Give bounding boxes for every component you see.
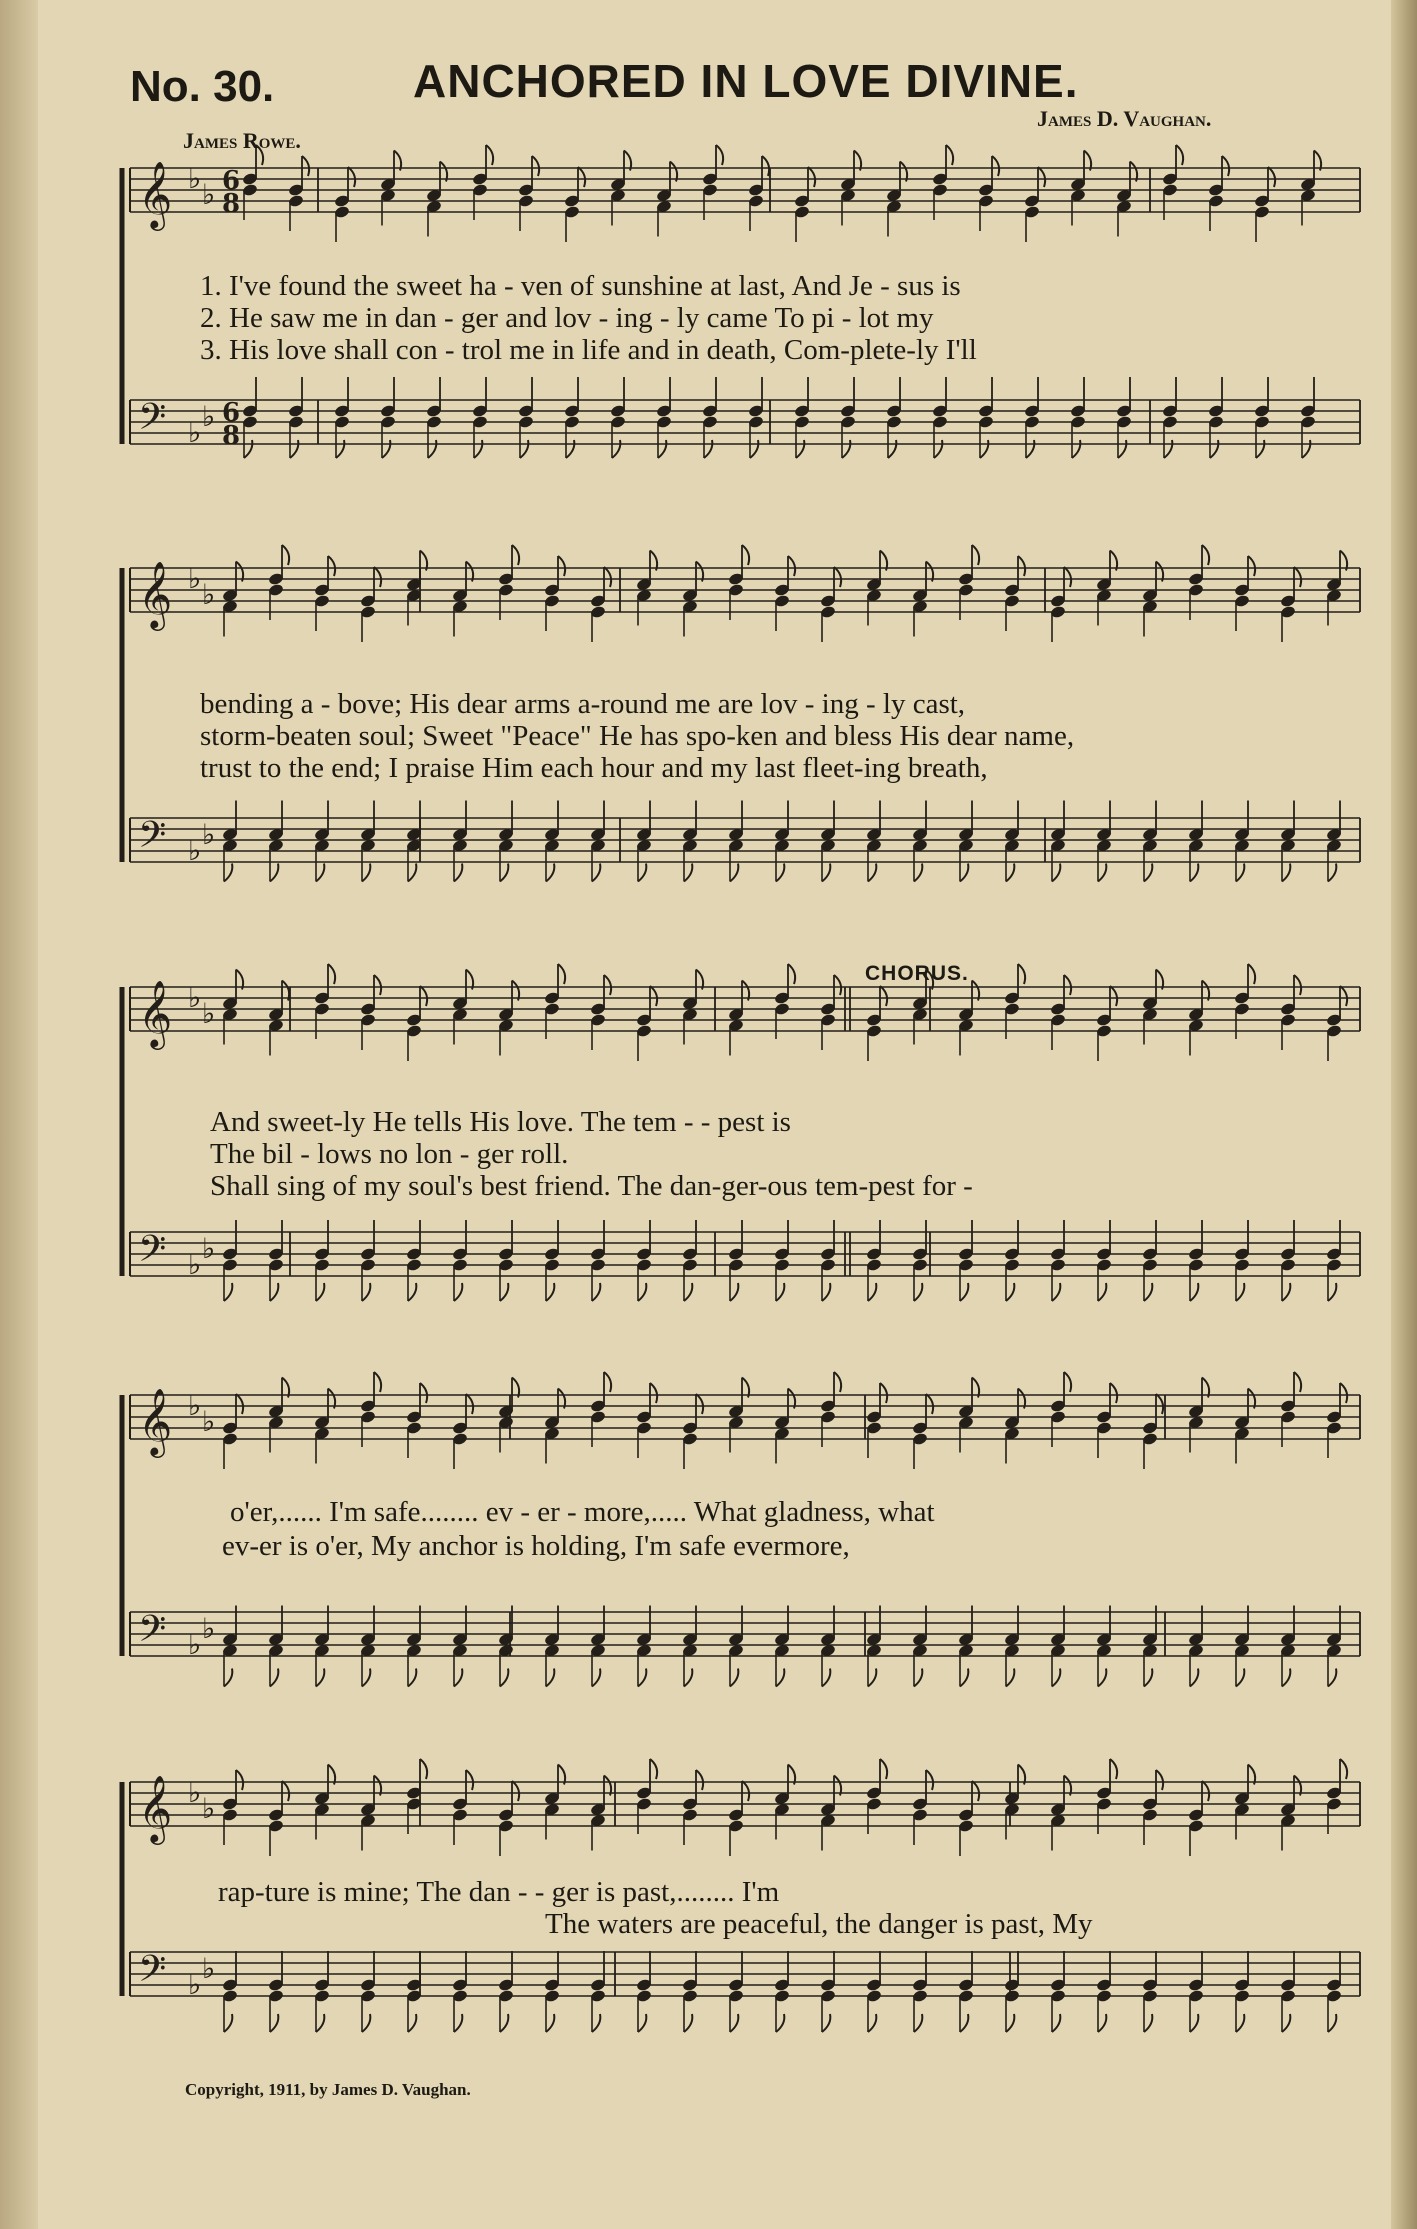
note-flag xyxy=(500,1669,508,1687)
time-signature-numerator: 6 xyxy=(222,398,241,428)
note-flag xyxy=(362,1669,370,1687)
note-flag xyxy=(1302,440,1310,458)
note-flag xyxy=(316,1283,324,1301)
bass-clef-icon: 𝄢 xyxy=(138,814,167,865)
note-flag xyxy=(1210,440,1218,458)
flat-icon: ♭ xyxy=(202,1792,216,1825)
flat-icon: ♭ xyxy=(202,178,216,211)
note-flag xyxy=(578,167,585,187)
note-flag xyxy=(1236,2014,1244,2032)
note-flag xyxy=(730,864,738,882)
note-flag xyxy=(486,145,493,165)
note-flag xyxy=(1256,440,1264,458)
note-flag xyxy=(1164,440,1172,458)
note-flag xyxy=(788,964,795,984)
note-flag xyxy=(336,440,344,458)
note-flag xyxy=(1144,864,1152,882)
flat-icon: ♭ xyxy=(202,1612,216,1645)
note-flag xyxy=(796,440,804,458)
note-flag xyxy=(612,440,620,458)
note-flag xyxy=(592,864,600,882)
note-flag xyxy=(236,1770,243,1790)
note-flag xyxy=(750,440,758,458)
bass-clef-icon: 𝄢 xyxy=(138,1228,167,1279)
note-flag xyxy=(500,2014,508,2032)
note-flag xyxy=(558,556,565,576)
note-flag xyxy=(960,1669,968,1687)
lyricist-credit: James Rowe. xyxy=(183,128,301,153)
note-flag xyxy=(1110,1383,1117,1403)
note-flag xyxy=(1098,864,1106,882)
note-flag xyxy=(684,864,692,882)
note-flag xyxy=(1018,556,1025,576)
note-flag xyxy=(842,440,850,458)
note-flag xyxy=(466,1770,473,1790)
note-flag xyxy=(696,1394,703,1414)
treble-clef-icon: 𝄞 xyxy=(138,1774,173,1842)
note-flag xyxy=(880,986,887,1006)
note-flag xyxy=(1110,1759,1117,1779)
note-flag xyxy=(1018,964,1025,984)
note-flag xyxy=(1328,864,1336,882)
lyric-line: storm-beaten soul; Sweet "Peace" He has spo-ken and bless His dear name, xyxy=(200,720,1075,752)
note-flag xyxy=(1118,440,1126,458)
note-flag xyxy=(914,864,922,882)
note-flag xyxy=(650,1759,657,1779)
note-flag xyxy=(684,1669,692,1687)
lyric-line: trust to the end; I praise Him each hour and my last fleet-ing breath, xyxy=(200,752,988,784)
flat-icon: ♭ xyxy=(202,1232,216,1265)
note-flag xyxy=(1294,975,1301,995)
note-flag xyxy=(992,156,999,176)
treble-clef-icon: 𝄞 xyxy=(138,1387,173,1455)
note-flag xyxy=(834,567,841,587)
note-flag xyxy=(1340,1383,1347,1403)
note-flag xyxy=(742,545,749,565)
note-flag xyxy=(1248,964,1255,984)
note-flag xyxy=(374,1372,381,1392)
note-flag xyxy=(512,545,519,565)
note-flag xyxy=(592,2014,600,2032)
note-flag xyxy=(776,864,784,882)
flat-icon: ♭ xyxy=(202,400,216,433)
lyric-line: The waters are peaceful, the danger is past, My xyxy=(545,1908,1093,1940)
note-flag xyxy=(500,864,508,882)
note-flag xyxy=(914,2014,922,2032)
note-flag xyxy=(762,156,769,176)
note-flag xyxy=(362,2014,370,2032)
note-flag xyxy=(684,1283,692,1301)
note-flag xyxy=(428,440,436,458)
note-flag xyxy=(270,2014,278,2032)
note-flag xyxy=(1190,2014,1198,2032)
note-flag xyxy=(880,1759,887,1779)
note-flag xyxy=(880,1383,887,1403)
note-flag xyxy=(408,2014,416,2032)
note-flag xyxy=(348,167,355,187)
note-flag xyxy=(1156,1770,1163,1790)
note-flag xyxy=(546,2014,554,2032)
note-flag xyxy=(500,1283,508,1301)
composer-credit: James D. Vaughan. xyxy=(1037,106,1212,131)
note-flag xyxy=(244,440,252,458)
note-flag xyxy=(914,1669,922,1687)
flat-icon: ♭ xyxy=(188,416,202,449)
note-flag xyxy=(1202,1781,1209,1801)
note-flag xyxy=(454,1669,462,1687)
note-flag xyxy=(512,1781,519,1801)
note-flag xyxy=(1202,545,1209,565)
note-flag xyxy=(1064,1372,1071,1392)
note-flag xyxy=(934,440,942,458)
lyric-line: rap-ture is mine; The dan - - ger is past,........ I'm xyxy=(218,1876,780,1908)
note-flag xyxy=(408,1669,416,1687)
note-flag xyxy=(420,1759,427,1779)
note-flag xyxy=(1248,556,1255,576)
note-flag xyxy=(1110,986,1117,1006)
note-flag xyxy=(1144,2014,1152,2032)
note-flag xyxy=(316,1669,324,1687)
note-flag xyxy=(834,1372,841,1392)
note-flag xyxy=(1098,1283,1106,1301)
note-flag xyxy=(532,156,539,176)
lyric-line: The bil - lows no lon - ger roll. xyxy=(210,1138,569,1170)
note-flag xyxy=(868,1283,876,1301)
note-flag xyxy=(1190,1283,1198,1301)
note-flag xyxy=(1190,1669,1198,1687)
note-flag xyxy=(1006,1669,1014,1687)
note-flag xyxy=(1236,1283,1244,1301)
flat-icon: ♭ xyxy=(188,1776,202,1809)
note-flag xyxy=(420,986,427,1006)
note-flag xyxy=(316,864,324,882)
note-flag xyxy=(362,1283,370,1301)
note-flag xyxy=(1144,1283,1152,1301)
note-flag xyxy=(1340,1759,1347,1779)
lyric-line: 2. He saw me in dan - ger and lov - ing - ly came To pi - lot my xyxy=(200,302,934,334)
note-flag xyxy=(474,440,482,458)
note-flag xyxy=(328,556,335,576)
note-flag xyxy=(972,545,979,565)
note-flag xyxy=(224,1669,232,1687)
flat-icon: ♭ xyxy=(188,981,202,1014)
note-flag xyxy=(1282,864,1290,882)
note-flag xyxy=(316,2014,324,2032)
flat-icon: ♭ xyxy=(188,562,202,595)
flat-icon: ♭ xyxy=(202,818,216,851)
note-flag xyxy=(302,156,309,176)
note-flag xyxy=(1006,864,1014,882)
hymn-title: ANCHORED IN LOVE DIVINE. xyxy=(413,55,1079,107)
flat-icon: ♭ xyxy=(188,834,202,867)
note-flag xyxy=(822,1669,830,1687)
note-flag xyxy=(926,1394,933,1414)
note-flag xyxy=(1052,1669,1060,1687)
note-flag xyxy=(1026,440,1034,458)
note-flag xyxy=(946,145,953,165)
bass-clef-icon: 𝄢 xyxy=(138,1608,167,1659)
note-flag xyxy=(650,1383,657,1403)
note-flag xyxy=(224,1283,232,1301)
note-flag xyxy=(1282,1283,1290,1301)
note-flag xyxy=(888,440,896,458)
note-flag xyxy=(546,1283,554,1301)
note-flag xyxy=(650,986,657,1006)
note-flag xyxy=(696,1770,703,1790)
note-flag xyxy=(926,1770,933,1790)
flat-icon: ♭ xyxy=(188,1248,202,1281)
flat-icon: ♭ xyxy=(202,1405,216,1438)
note-flag xyxy=(1236,864,1244,882)
note-flag xyxy=(224,864,232,882)
note-flag xyxy=(224,2014,232,2032)
note-flag xyxy=(270,1669,278,1687)
note-flag xyxy=(822,864,830,882)
note-flag xyxy=(1282,1669,1290,1687)
note-flag xyxy=(546,864,554,882)
note-flag xyxy=(270,1283,278,1301)
flat-icon: ♭ xyxy=(188,1628,202,1661)
note-flag xyxy=(1294,1372,1301,1392)
note-flag xyxy=(788,556,795,576)
note-flag xyxy=(282,545,289,565)
note-flag xyxy=(730,1669,738,1687)
note-flag xyxy=(1052,1283,1060,1301)
note-flag xyxy=(638,1283,646,1301)
note-flag xyxy=(558,964,565,984)
note-flag xyxy=(1268,167,1275,187)
note-flag xyxy=(1098,2014,1106,2032)
note-flag xyxy=(382,440,390,458)
note-flag xyxy=(604,975,611,995)
note-flag xyxy=(684,2014,692,2032)
flat-icon: ♭ xyxy=(202,997,216,1030)
note-flag xyxy=(730,1283,738,1301)
note-flag xyxy=(592,1283,600,1301)
note-flag xyxy=(776,1283,784,1301)
note-flag xyxy=(808,167,815,187)
note-flag xyxy=(822,1283,830,1301)
note-flag xyxy=(282,1781,289,1801)
note-flag xyxy=(1072,440,1080,458)
copyright-notice: Copyright, 1911, by James D. Vaughan. xyxy=(185,2080,471,2099)
lyric-line: ev-er is o'er, My anchor is holding, I'm safe evermore, xyxy=(222,1530,850,1562)
note-flag xyxy=(1340,986,1347,1006)
time-signature-denominator: 8 xyxy=(222,189,241,219)
lyric-line: 3. His love shall con - trol me in life and in death, Com-plete-ly I'll xyxy=(200,334,977,366)
note-flag xyxy=(408,864,416,882)
note-flag xyxy=(454,2014,462,2032)
note-flag xyxy=(1176,145,1183,165)
note-flag xyxy=(1098,1669,1106,1687)
note-flag xyxy=(972,1781,979,1801)
note-flag xyxy=(454,864,462,882)
note-flag xyxy=(1236,1669,1244,1687)
note-flag xyxy=(546,1669,554,1687)
note-flag xyxy=(362,864,370,882)
note-flag xyxy=(328,964,335,984)
note-flag xyxy=(466,1394,473,1414)
note-flag xyxy=(454,1283,462,1301)
note-flag xyxy=(776,2014,784,2032)
treble-clef-icon: 𝄞 xyxy=(138,160,173,228)
flat-icon: ♭ xyxy=(202,1952,216,1985)
note-flag xyxy=(566,440,574,458)
note-flag xyxy=(270,864,278,882)
note-flag xyxy=(374,975,381,995)
note-flag xyxy=(638,864,646,882)
note-flag xyxy=(1328,2014,1336,2032)
bass-clef-icon: 𝄢 xyxy=(138,396,167,447)
note-flag xyxy=(868,864,876,882)
note-flag xyxy=(236,1394,243,1414)
chorus-label: CHORUS. xyxy=(865,962,969,985)
note-flag xyxy=(1064,567,1071,587)
note-flag xyxy=(776,1669,784,1687)
note-flag xyxy=(604,567,611,587)
note-flag xyxy=(1156,1394,1163,1414)
note-flag xyxy=(822,2014,830,2032)
note-flag xyxy=(374,567,381,587)
note-flag xyxy=(420,1383,427,1403)
hymn-number: No. 30. xyxy=(130,62,275,111)
note-flag xyxy=(1328,1669,1336,1687)
note-flag xyxy=(742,1781,749,1801)
time-signature-numerator: 6 xyxy=(222,166,241,196)
note-flag xyxy=(638,2014,646,2032)
lyric-line: 1. I've found the sweet ha - ven of sunshine at last, And Je - sus is xyxy=(200,270,961,302)
time-signature-denominator: 8 xyxy=(222,421,241,451)
note-flag xyxy=(914,1283,922,1301)
note-flag xyxy=(1190,864,1198,882)
note-flag xyxy=(1038,167,1045,187)
note-flag xyxy=(1294,567,1301,587)
note-flag xyxy=(520,440,528,458)
flat-icon: ♭ xyxy=(202,578,216,611)
note-flag xyxy=(960,2014,968,2032)
note-flag xyxy=(730,2014,738,2032)
note-flag xyxy=(1052,864,1060,882)
note-flag xyxy=(1006,2014,1014,2032)
flat-icon: ♭ xyxy=(188,1968,202,2001)
note-flag xyxy=(290,440,298,458)
note-flag xyxy=(408,1283,416,1301)
note-flag xyxy=(960,864,968,882)
note-flag xyxy=(1282,2014,1290,2032)
lyric-line: bending a - bove; His dear arms a-round me are lov - ing - ly cast, xyxy=(200,688,966,720)
note-flag xyxy=(1052,2014,1060,2032)
note-flag xyxy=(960,1283,968,1301)
note-flag xyxy=(716,145,723,165)
flat-icon: ♭ xyxy=(188,162,202,195)
note-flag xyxy=(592,1669,600,1687)
note-flag xyxy=(638,1669,646,1687)
note-flag xyxy=(980,440,988,458)
note-flag xyxy=(658,440,666,458)
treble-clef-icon: 𝄞 xyxy=(138,979,173,1047)
note-flag xyxy=(704,440,712,458)
note-flag xyxy=(868,2014,876,2032)
note-flag xyxy=(1144,1669,1152,1687)
flat-icon: ♭ xyxy=(188,1389,202,1422)
note-flag xyxy=(1328,1283,1336,1301)
note-flag xyxy=(868,1669,876,1687)
note-flag xyxy=(1006,1283,1014,1301)
treble-clef-icon: 𝄞 xyxy=(138,560,173,628)
note-flag xyxy=(1222,156,1229,176)
lyric-line: o'er,...... I'm safe........ ev - er - more,..... What gladness, what xyxy=(230,1496,935,1528)
lyric-line: And sweet-ly He tells His love. The tem - - pest is xyxy=(210,1106,791,1138)
note-flag xyxy=(1064,975,1071,995)
lyric-line: Shall sing of my soul's best friend. The dan-ger-ous tem-pest for - xyxy=(210,1170,973,1202)
note-flag xyxy=(834,975,841,995)
note-flag xyxy=(604,1372,611,1392)
bass-clef-icon: 𝄢 xyxy=(138,1948,167,1999)
